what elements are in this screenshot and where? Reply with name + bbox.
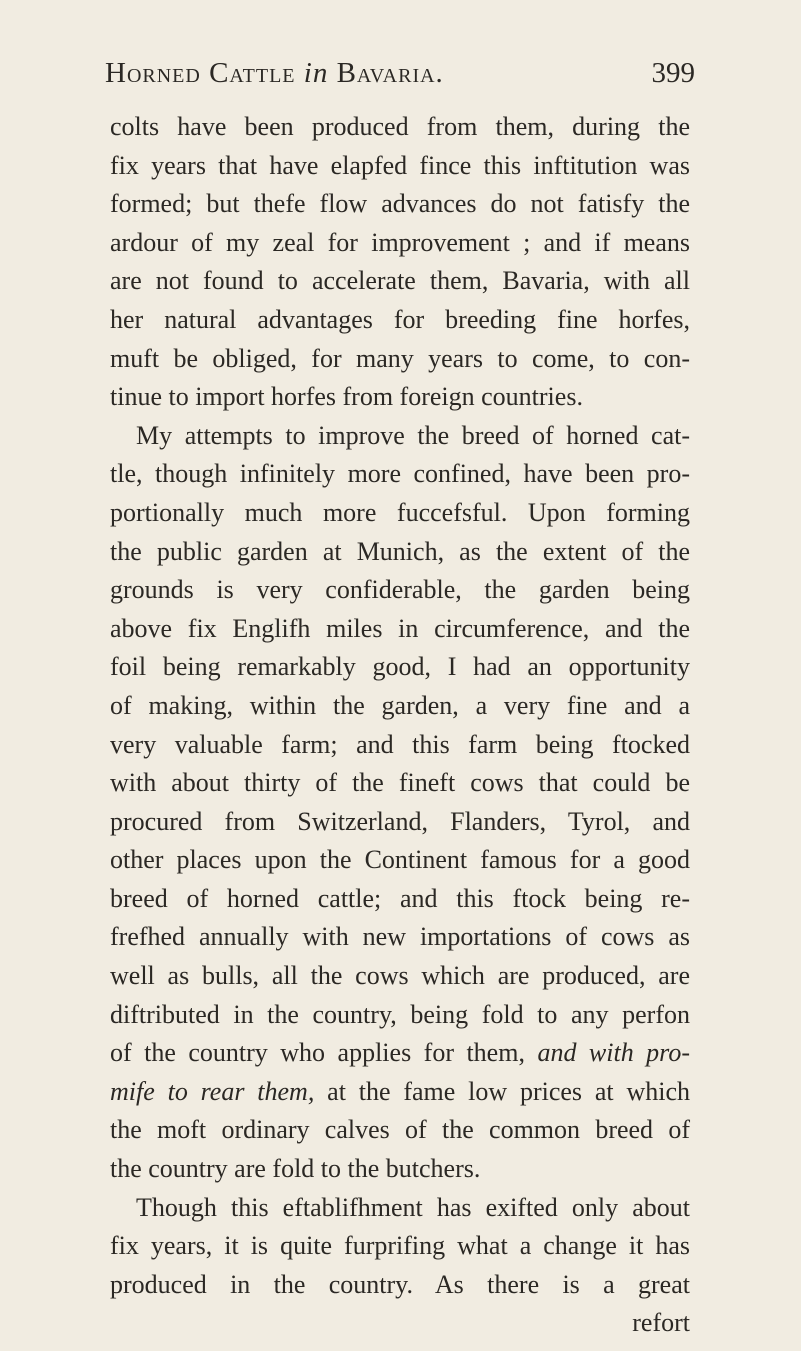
text-line: produced in the country. As there is a great [110,1269,690,1299]
text-line: diftributed in the country, being fold to any perfon [110,999,690,1029]
italic-text-run: and with pro- [537,1038,690,1068]
text-line: ardour of my zeal for improvement ; and if means [110,227,690,257]
text-line: her natural advantages for breeding fine horfes, [110,304,690,334]
text-line: frefhed annually with new importations of cows as [110,922,690,952]
text-line: are not found to accelerate them, Bavaria, with all [110,266,690,296]
page-header [105,57,695,97]
text-run: of the country who applies for them, [110,1038,538,1068]
text-line: the country are fold to the butchers. [110,1154,481,1184]
text-run: at the fame low prices at which [314,1076,690,1106]
text-line: with about thirty of the fineft cows that could be [110,768,690,798]
text-line: the moft ordinary calves of the common breed of [110,1115,690,1145]
text-line: colts have been produced from them, during the [110,112,690,141]
text-line: above fix Englifh miles in circumference, and the [110,613,690,643]
text-line [110,1034,690,1073]
running-title-main: Horned Cattle [105,57,304,89]
body-text [110,108,690,1343]
running-title-in: in [303,57,329,89]
text-line: My attempts to improve the breed of horned cat- [136,420,690,450]
page-number: 399 [651,57,695,89]
text-line: Though this eftablifhment has exifted only about [136,1192,690,1222]
italic-text-run: mife to rear them, [110,1076,315,1106]
text-line: portionally much more fuccefsful. Upon forming [110,497,690,527]
text-line: of making, within the garden, a very fine and a [110,690,690,720]
text-line: foil being remarkably good, I had an opportunity [110,652,690,682]
text-line: very valuable farm; and this farm being ftocked [110,729,690,759]
text-line: grounds is very confiderable, the garden being [110,575,690,605]
text-line: tinue to import horfes from foreign countries. [110,382,583,412]
text-line: other places upon the Continent famous for a good [110,845,690,875]
text-line: tle, though infinitely more confined, have been pro- [110,459,690,489]
text-line: fix years that have elapfed fince this inftitution was [110,150,690,180]
running-title-place: Bavaria. [328,57,444,89]
text-line: breed of horned cattle; and this ftock being re- [110,883,690,913]
text-line: procured from Switzerland, Flanders, Tyrol, and [110,806,690,836]
text-line: formed; but thefe flow advances do not fatisfy the [110,189,690,219]
text-line: muft be obliged, for many years to come, to con- [110,343,690,373]
running-title [105,57,444,90]
catchword: refort [632,1308,690,1338]
text-line: well as bulls, all the cows which are produced, are [110,961,690,991]
text-line: the public garden at Munich, as the extent of the [110,536,690,566]
text-line: fix years, it is quite furprifing what a change it has [110,1231,690,1261]
text-line [110,1073,690,1112]
